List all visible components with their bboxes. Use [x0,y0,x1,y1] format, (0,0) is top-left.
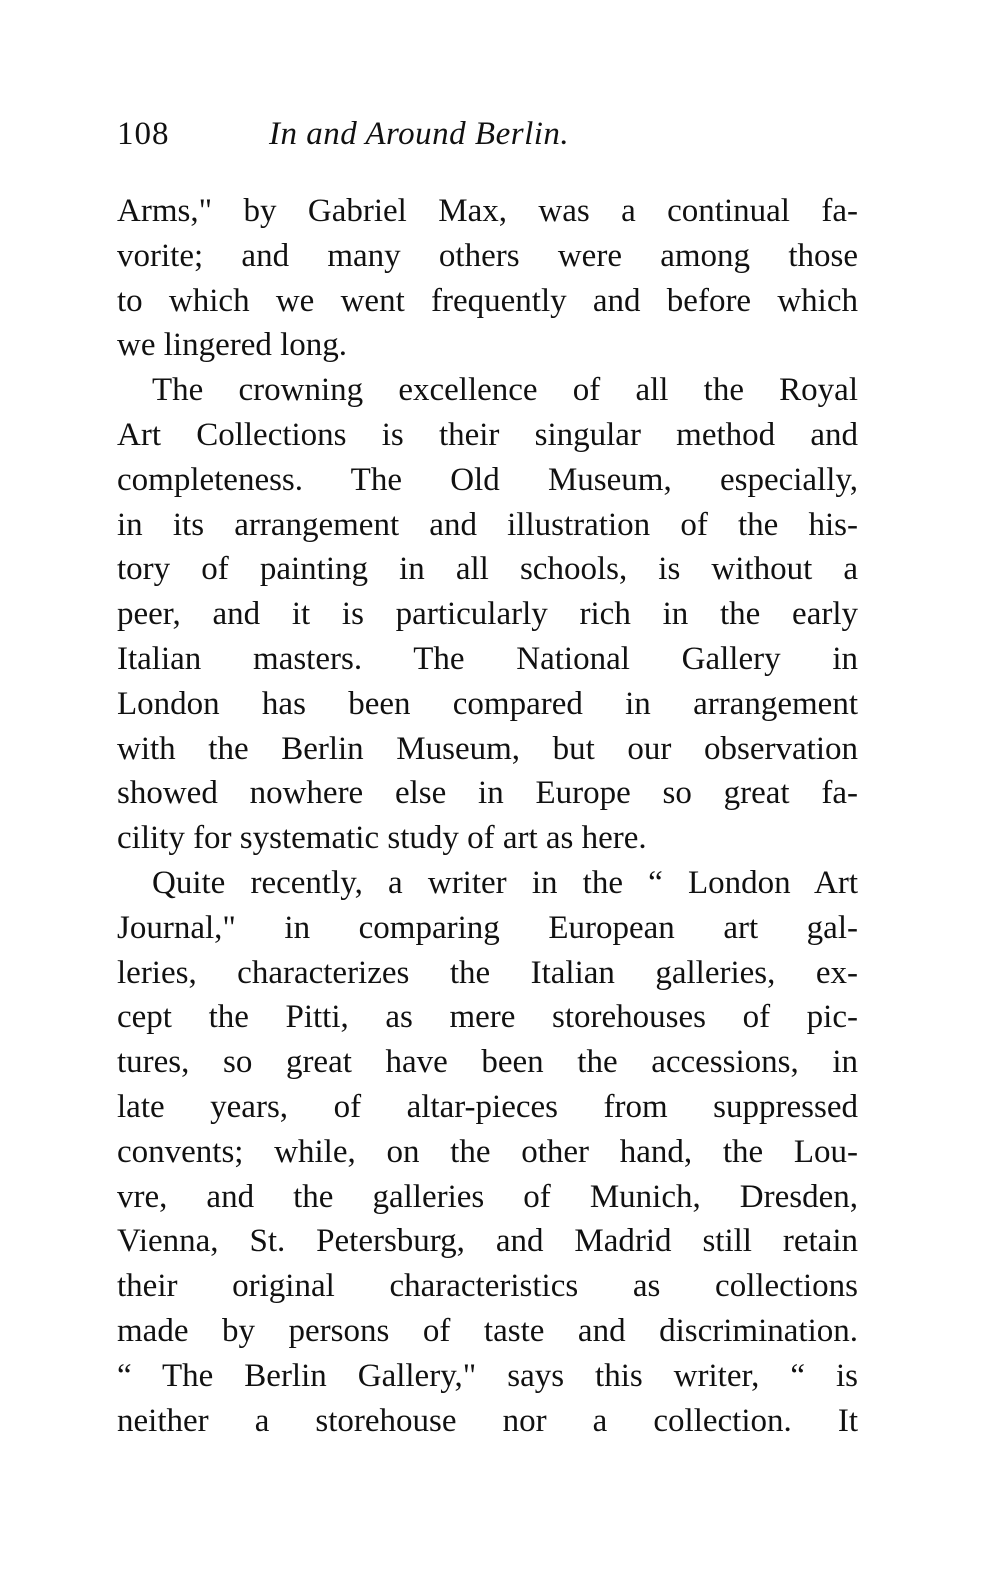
text-line: Art Collections is their singular method and [117,416,858,453]
text-line: The crowning excellence of all the Royal [152,372,858,409]
text-line: we lingered long. [117,327,348,364]
page-number: 108 [117,116,170,152]
text-line: leries, characterizes the Italian galleries, ex- [117,954,858,991]
text-line: neither a storehouse nor a collection. It [117,1402,858,1439]
text-line: “ The Berlin Gallery," says this writer, “ is [117,1357,858,1394]
text-line: convents; while, on the other hand, the Lou- [117,1133,858,1170]
text-line: completeness. The Old Museum, especially, [117,461,858,498]
text-line: Italian masters. The National Gallery in [117,640,858,677]
text-line: in its arrangement and illustration of the his- [117,506,858,543]
text-line: tory of painting in all schools, is without a [117,551,858,588]
text-line: showed nowhere else in Europe so great fa- [117,775,858,812]
text-line: Journal," in comparing European art gal- [117,909,858,946]
text-line: peer, and it is particularly rich in the early [117,596,858,633]
text-line: Vienna, St. Petersburg, and Madrid still retain [117,1223,858,1260]
text-line: vorite; and many others were among those [117,237,858,274]
text-line: vre, and the galleries of Munich, Dresden, [117,1178,858,1215]
running-title: In and Around Berlin. [269,116,570,152]
text-line: late years, of altar-pieces from suppressed [117,1088,858,1125]
text-line: London has been compared in arrangement [117,685,858,722]
text-line: cility for systematic study of art as here. [117,820,647,857]
paragraph [117,368,858,861]
running-header [117,116,858,160]
paragraph [117,189,858,368]
text-line: tures, so great have been the accessions, in [117,1044,858,1081]
text-line: Arms," by Gabriel Max, was a continual fa- [117,193,858,229]
paragraph [117,861,858,1443]
text-line: with the Berlin Museum, but our observation [117,730,858,767]
body-text [117,189,858,1443]
text-line: to which we went frequently and before which [117,282,858,319]
text-line: Quite recently, a writer in the “ London Art [152,864,858,901]
text-line: cept the Pitti, as mere storehouses of pic- [117,999,858,1036]
text-line: made by persons of taste and discrimination. [117,1312,858,1349]
text-line: their original characteristics as collections [117,1268,858,1305]
